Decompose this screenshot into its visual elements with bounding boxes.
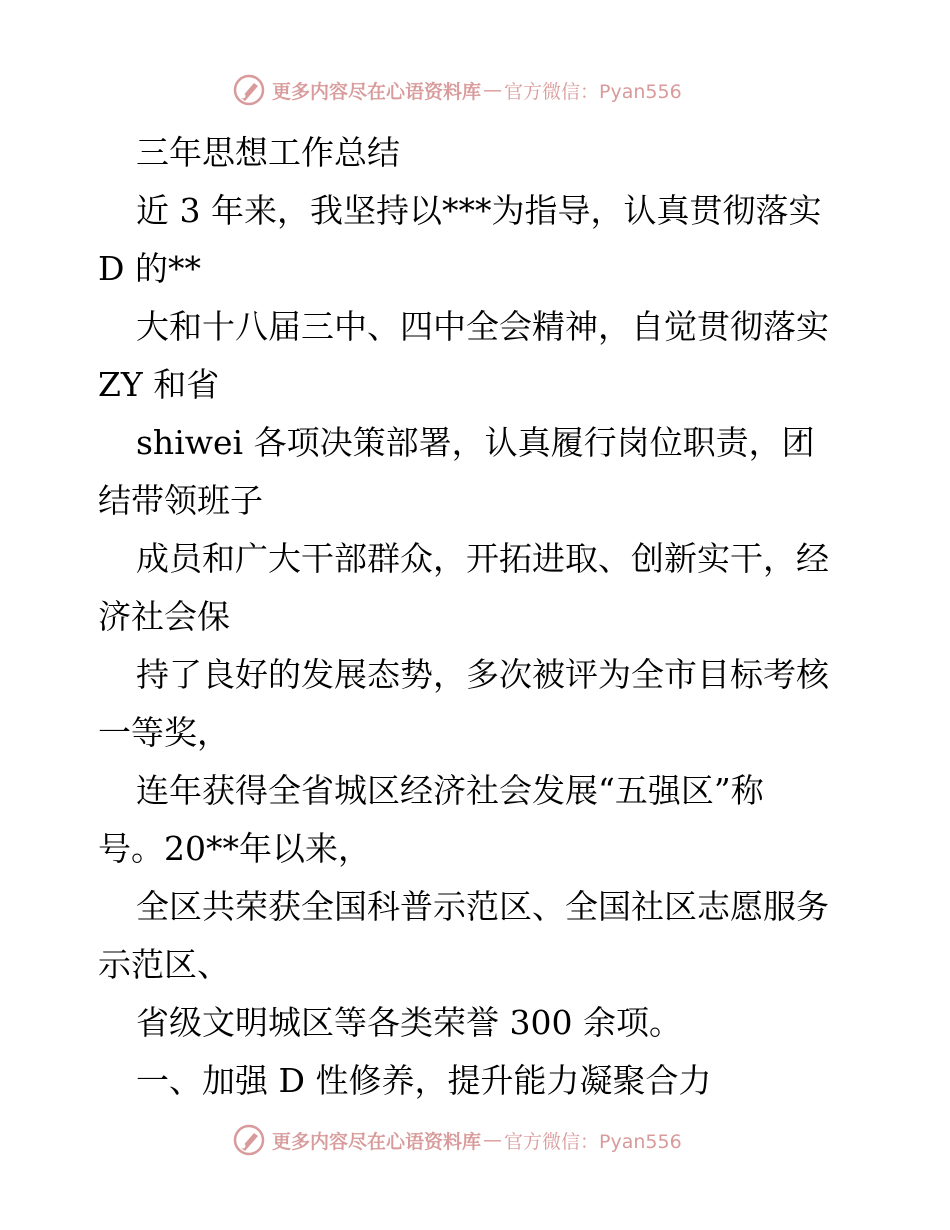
text-line: 示范区、 — [98, 945, 230, 984]
watermark-contact: 官方微信：Pyan556 — [504, 80, 682, 103]
watermark-separator: — — [483, 1129, 503, 1151]
text-line: 济社会保 — [98, 597, 230, 636]
text-line: 号。20**年以来， — [98, 829, 371, 868]
header-watermark — [232, 72, 682, 108]
text-line: 一等奖， — [98, 713, 230, 752]
text-line: 连年获得全省城区经济社会发展“五强区”称 — [136, 771, 764, 810]
text-line: ZY 和省 — [98, 365, 220, 404]
watermark-separator: — — [483, 79, 503, 101]
text-line: 大和十八届三中、四中全会精神，自觉贯彻落实 — [136, 307, 829, 346]
text-line: 持了良好的发展态势，多次被评为全市目标考核 — [136, 655, 829, 694]
footer-watermark — [232, 1122, 682, 1158]
text-line: 全区共荣获全国科普示范区、全国社区志愿服务 — [136, 887, 829, 926]
watermark-contact: 官方微信：Pyan556 — [504, 1130, 682, 1153]
text-line: 一、加强 D 性修养，提升能力凝聚合力 — [136, 1061, 712, 1100]
document-body — [98, 124, 858, 1110]
text-line: shiwei 各项决策部署，认真履行岗位职责，团 — [136, 423, 815, 462]
text-line: 成员和广大干部群众，开拓进取、创新实干，经 — [136, 539, 829, 578]
document-title: 三年思想工作总结 — [136, 133, 400, 172]
text-line: 结带领班子 — [98, 481, 263, 520]
watermark-text: 更多内容尽在心语资料库 — [272, 1130, 482, 1153]
pen-logo-icon — [232, 73, 266, 107]
text-line: 近 3 年来，我坚持以***为指导，认真贯彻落实 — [136, 191, 822, 230]
text-line: 省级文明城区等各类荣誉 300 余项。 — [136, 1003, 682, 1042]
text-line: D 的** — [98, 249, 201, 288]
watermark-text: 更多内容尽在心语资料库 — [272, 80, 482, 103]
pen-logo-icon — [232, 1123, 266, 1157]
